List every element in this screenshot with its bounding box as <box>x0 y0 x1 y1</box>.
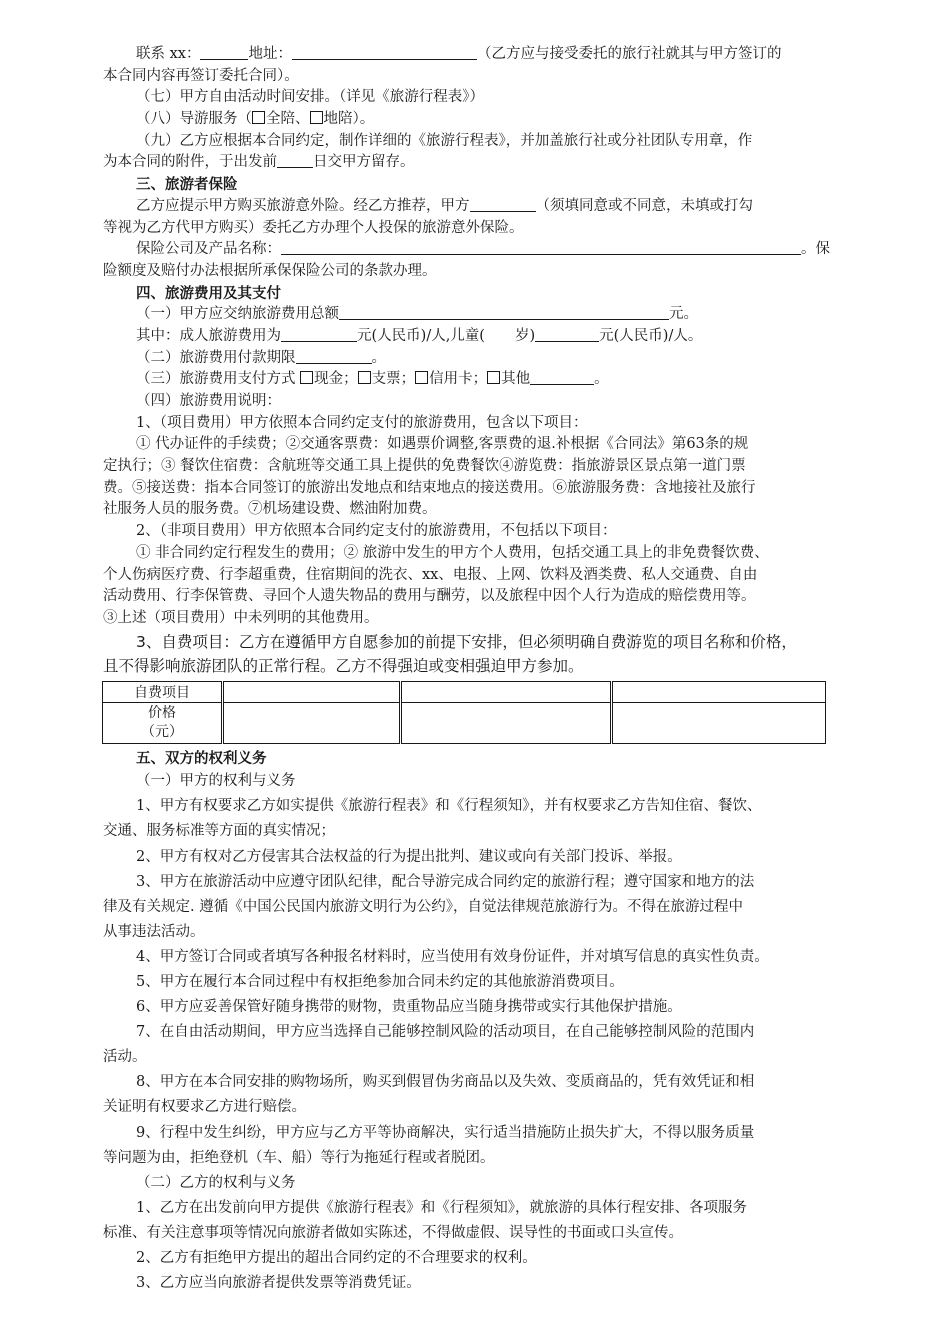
local-guide-label: 地陪）。 <box>323 111 375 128</box>
fee-note-2b: 个人伤病医疗费、行李超重费，住宿期间的洗衣、xx、电报、上网、饮料及酒类费、私人交通费、自由 <box>103 566 758 583</box>
other-checkbox[interactable] <box>487 371 500 384</box>
insurer-line2: 险额度及赔付办法根据所承保保险公司的条款办理。 <box>103 262 437 279</box>
table-cell[interactable] <box>612 702 826 743</box>
child-fee-blank[interactable] <box>535 326 599 342</box>
party-a-6: 6、甲方应妥善保管好随身携带的财物，贵重物品应当随身携带或实行其他保护措施。 <box>136 999 682 1016</box>
party-a-9a: 9、行程中发生纠纷，甲方应与乙方平等协商解决，实行适当措施防止损失扩大，不得以服务质量 <box>136 1124 755 1141</box>
adult-fee-blank[interactable] <box>281 326 357 342</box>
full-guide-label: 全陪、 <box>266 111 310 128</box>
child-fee-unit: 元(人民币)/人。 <box>599 327 703 344</box>
item-9-line2 <box>103 152 853 174</box>
deadline-end: 。 <box>371 349 386 366</box>
party-b-subheading: （二）乙方的权利与义务 <box>136 1174 296 1191</box>
table-row <box>103 702 826 743</box>
contact-blank[interactable] <box>200 44 248 60</box>
optional-items-table <box>102 681 826 744</box>
credit-card-label: 信用卡； <box>429 371 488 388</box>
item-9-text: 为本合同的附件，于出发前 <box>103 154 277 171</box>
fee-note-1a: ① 代办证件的手续费；②交通客票费：如遇票价调整,客票费的退.补根据《合同法》第63条的规 <box>136 436 749 453</box>
item-8-text: （八）导游服务（ <box>136 111 252 128</box>
adult-fee-label: 其中：成人旅游费用为 <box>136 327 281 344</box>
party-a-subheading: （一）甲方的权利与义务 <box>136 773 296 790</box>
cash-checkbox[interactable] <box>300 371 313 384</box>
contact-label: 联系 xx： <box>136 46 201 62</box>
check-checkbox[interactable] <box>358 371 371 384</box>
table-cell[interactable] <box>223 681 401 702</box>
party-a-3c: 从事违法活动。 <box>103 923 205 940</box>
contract-page <box>103 44 853 1296</box>
party-a-5: 5、甲方在履行本合同过程中有权拒绝参加合同未约定的其他旅游消费项目。 <box>136 974 624 990</box>
party-a-1a: 1、甲方有权要求乙方如实提供《旅游行程表》和《行程须知》，并有权要求乙方告知住宿、餐饮、 <box>136 798 762 815</box>
table-cell[interactable] <box>223 702 401 743</box>
party-b-2: 2、乙方有拒绝甲方提出的超出合同约定的不合理要求的权利。 <box>136 1250 537 1267</box>
party-a-3b: 律及有关规定. 遵循《中国公民国内旅游文明行为公约》，自觉法律规范旅游行为。不得在旅游过程中 <box>103 898 743 915</box>
party-b-3: 3、乙方应当向旅游者提供发票等消费凭证。 <box>136 1275 421 1292</box>
item-7: （七）甲方自由活动时间安排。（详见《旅游行程表》） <box>136 89 484 106</box>
insurance-consent-blank[interactable] <box>470 196 536 212</box>
check-label: 支票； <box>371 371 416 388</box>
contact-line <box>103 44 853 66</box>
payment-method-line <box>103 369 853 391</box>
address-label: 地址： <box>248 46 292 62</box>
fee-note-2c: 活动费用、行李保管费、寻回个人遗失物品的费用与酬劳，以及旅程中因个人行为造成的赔偿费用等。 <box>103 588 756 605</box>
total-fee-line <box>103 304 853 326</box>
total-fee-label: （一）甲方应交纳旅游费用总额 <box>136 306 339 323</box>
deadline-label: （二）旅游费用付款期限 <box>136 349 296 366</box>
fee-note-1b: 定执行；③ 餐饮住宿费：含航班等交通工具上提供的免费餐饮④游览费：指旅游景区景点第一道门票 <box>103 458 746 475</box>
price-header <box>103 702 223 743</box>
party-a-8b: 关证明有权要求乙方进行赔偿。 <box>103 1099 306 1116</box>
item-8 <box>103 109 853 131</box>
insurance-line2: 等视为乙方代甲方购买）委托乙方办理个人投保的旅游意外保险。 <box>103 219 524 236</box>
child-fee-label: 元(人民币)/人,儿童( <box>357 327 485 344</box>
table-cell[interactable] <box>401 702 612 743</box>
party-a-2: 2、甲方有权对乙方侵害其合法权益的行为提出批判、建议或向有关部门投诉、举报。 <box>136 848 682 865</box>
section-5-heading: 五、双方的权利义务 <box>136 749 267 767</box>
cash-label: 现金； <box>314 371 358 388</box>
item-9-text-end: 日交甲方留存。 <box>313 154 415 171</box>
payment-label: （三）旅游费用支付方式 <box>136 371 301 388</box>
table-row <box>103 681 826 702</box>
party-b-1a: 1、乙方在出发前向甲方提供《旅游行程表》和《行程须知》，就旅游的具体行程安排、各项服务 <box>136 1199 747 1216</box>
contact-note: （乙方应与接受委托的旅行社就其与甲方签订的 <box>476 46 782 62</box>
insurer-line <box>103 239 853 261</box>
party-a-7a: 7、在自由活动期间，甲方应当选择自己能够控制风险的活动项目，在自己能够控制风险的范围内 <box>136 1024 755 1041</box>
section-3-heading: 三、旅游者保险 <box>136 176 238 194</box>
fee-note-3a: 3、自费项目：乙方在遵循甲方自愿参加的前提下安排，但必须明确自费游览的项目名称和价格， <box>136 632 797 651</box>
credit-card-checkbox[interactable] <box>415 371 428 384</box>
party-a-4: 4、甲方签订合同或者填写各种报名材料时，应当使用有效身份证件，并对填写信息的真实性负责。 <box>136 948 769 965</box>
full-guide-checkbox[interactable] <box>252 111 265 124</box>
fee-note-2d: ③上述（项目费用）中未列明的其他费用。 <box>103 609 379 626</box>
other-blank[interactable] <box>530 369 594 385</box>
days-before-blank[interactable] <box>277 152 313 168</box>
local-guide-checkbox[interactable] <box>310 111 323 124</box>
price-label: 价格 <box>148 704 176 721</box>
party-a-9b: 等问题为由，拒绝登机（车、船）等行为拖延行程或者脱团。 <box>103 1149 495 1166</box>
insurer-blank[interactable] <box>281 239 801 255</box>
fee-note-1c: 费。⑤接送费：指本合同签订的旅游出发地点和结束地点的接送费用。⑥旅游服务费：含地接社及旅行 <box>103 479 756 496</box>
fee-note-1: 1、（项目费用）甲方依照本合同约定支付的旅游费用，包含以下项目： <box>136 414 588 431</box>
party-a-7b: 活动。 <box>103 1049 147 1066</box>
fee-note-1d: 社服务人员的服务费。⑦机场建设费、燃油附加费。 <box>103 501 437 518</box>
deadline-blank[interactable] <box>296 348 372 364</box>
fee-note-3b: 且不得影响旅游团队的正常行程。乙方不得强迫或变相强迫甲方参加。 <box>103 656 584 675</box>
optional-items-header: 自费项目 <box>103 681 223 702</box>
insurance-line1 <box>103 196 853 218</box>
deadline-line <box>103 348 853 370</box>
insurer-text-end: 。保 <box>801 241 830 258</box>
fee-note-2: 2、（非项目费用）甲方依照本合同约定支付的旅游费用，不包括以下项目： <box>136 523 617 540</box>
section-4-heading: 四、旅游费用及其支付 <box>136 284 281 302</box>
insurance-text-end: （须填同意或不同意，未填或打勾 <box>535 197 753 214</box>
party-b-1b: 标准、有关注意事项等情况向旅游者做如实陈述，不得做虚假、误导性的书面或口头宣传。 <box>103 1224 683 1241</box>
adult-child-fee-line <box>103 326 853 348</box>
table-cell[interactable] <box>401 681 612 702</box>
payment-end: 。 <box>594 371 609 388</box>
total-fee-unit: 元。 <box>669 306 698 323</box>
price-unit: （元） <box>141 723 183 740</box>
fee-note-2a: ① 非合同约定行程发生的费用；② 旅游中发生的甲方个人费用，包括交通工具上的非免费餐饮费、 <box>136 544 769 561</box>
table-cell[interactable] <box>612 681 826 702</box>
insurance-text: 乙方应提示甲方购买旅游意外险。经乙方推荐，甲方 <box>136 197 470 214</box>
child-age-blank[interactable] <box>485 327 515 342</box>
total-fee-blank[interactable] <box>339 304 669 320</box>
party-a-3a: 3、甲方在旅游活动中应遵守团队纪律，配合导游完成合同约定的旅游行程；遵守国家和地方的法 <box>136 873 755 890</box>
item-9-line1: （九）乙方应根据本合同约定，制作详细的《旅游行程表》，并加盖旅行社或分社团队专用章，作 <box>136 132 753 149</box>
contact-note-cont: 本合同内容再签订委托合同）。 <box>103 67 299 84</box>
child-age-label: 岁) <box>514 327 536 344</box>
fee-notes-title: （四）旅游费用说明： <box>136 393 281 409</box>
address-blank[interactable] <box>292 44 477 60</box>
insurer-label: 保险公司及产品名称： <box>136 241 281 258</box>
party-a-8a: 8、甲方在本合同安排的购物场所，购买到假冒伪劣商品以及失效、变质商品的，凭有效凭证和相 <box>136 1074 755 1091</box>
other-label: 其他 <box>501 371 531 388</box>
party-a-1b: 交通、服务标准等方面的真实情况； <box>103 823 335 840</box>
